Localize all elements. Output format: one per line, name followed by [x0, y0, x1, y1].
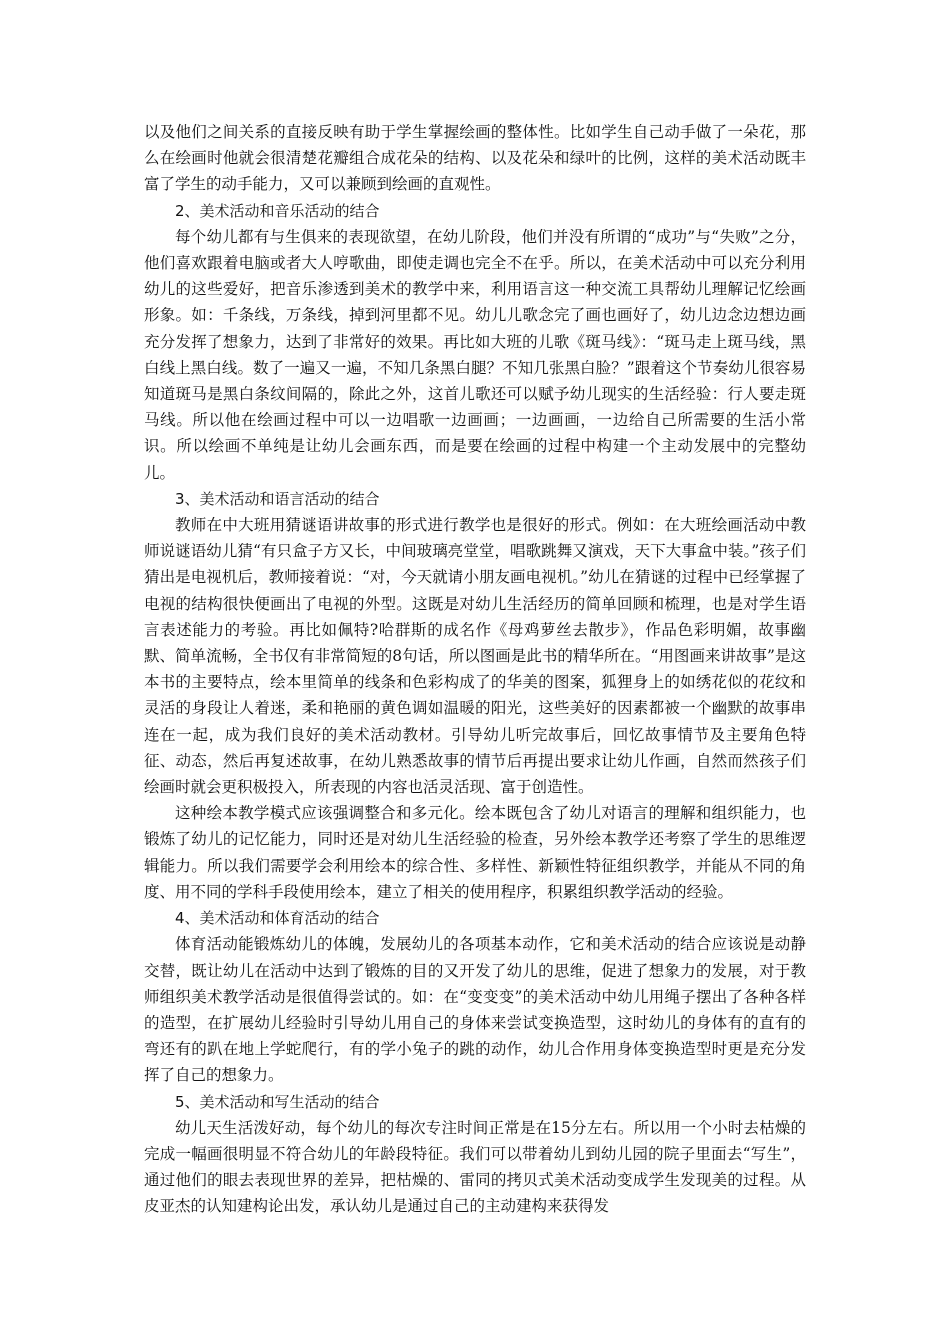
section-heading-language: 3、美术活动和语言活动的结合 [175, 489, 380, 508]
section-heading-music: 2、美术活动和音乐活动的结合 [175, 201, 380, 220]
paragraph-sketching: 幼儿天生活泼好动，每个幼儿的每次专注时间正常是在15分左右。所以用一个小时去枯燥的完成一幅画很明显不符合幼儿的年龄段特征。我们可以带着幼儿到幼儿园的院子里面去“写生”，通过他们的眼去表现世界的差异，把枯燥的、雷同的拷贝式美术活动变成学生发现美的过程。从皮亚杰的认知建构论出发，承认幼儿是通过自己的主动建构来获得发 [144, 1118, 806, 1216]
paragraph-music: 每个幼儿都有与生俱来的表现欲望，在幼儿阶段，他们并没有所谓的“成功”与“失败”之分，他们喜欢跟着电脑或者大人哼歌曲，即使走调也完全不在乎。所以，在美术活动中可以充分利用幼儿的这些爱好，把音乐渗透到美术的教学中来，利用语言这一种交流工具帮幼儿理解记忆绘画形象。如：千条线，万条线，掉到河里都不见。幼儿儿歌念完了画也画好了，幼儿边念边想边画充分发挥了想象力，达到了非常好的效果。再比如大班的儿歌《斑马线》：“斑马走上斑马线，黑白线上黑白线。数了一遍又一遍，不知几条黑白腿？不知几张黑白脸？”跟着这个节奏幼儿很容易知道斑马是黑白条纹间隔的，除此之外，这首儿歌还可以赋予幼儿现实的生活经验：行人要走斑马线。所以他在绘画过程中可以一边唱歌一边画画；一边画画，一边给自己所需要的生活小常识。所以绘画不单纯是让幼儿会画东西，而是要在绘画的过程中构建一个主动发展中的完整幼儿。 [144, 227, 806, 482]
paragraph-language: 教师在中大班用猜谜语讲故事的形式进行教学也是很好的形式。例如：在大班绘画活动中教师说谜语幼儿猜“有只盒子方又长，中间玻璃亮堂堂，唱歌跳舞又演戏，天下大事盒中装。”孩子们猜出是电视机后，教师接着说：“对，今天就请小朋友画电视机。”幼儿在猜谜的过程中已经掌握了电视的结构很快便画出了电视的外型。这既是对幼儿生活经历的简单回顾和梳理，也是对学生语言表述能力的考验。再比如佩特?哈群斯的成名作《母鸡萝丝去散步》，作品色彩明媚，故事幽默、简单流畅，全书仅有非常简短的8句话，所以图画是此书的精华所在。“用图画来讲故事”是这本书的主要特点，绘本里简单的线条和色彩构成了的华美的图案，狐狸身上的如绣花似的花纹和灵活的身段让人着迷，柔和艳丽的黄色调如温暖的阳光，这些美好的因素都被一个幽默的故事串连在一起，成为我们良好的美术活动教材。引导幼儿听完故事后，回忆故事情节及主要角色特征、动态，然后再复述故事，在幼儿熟悉故事的情节后再提出要求让幼儿作画，自然而然孩子们绘画时就会更积极投入，所表现的内容也活灵活现、富于创造性。 [144, 516, 806, 797]
section-heading-sports: 4、美术活动和体育活动的结合 [175, 909, 380, 928]
paragraph-continued: 以及他们之间关系的直接反映有助于学生掌握绘画的整体性。比如学生自己动手做了一朵花，那么在绘画时他就会很清楚花瓣组合成花朵的结构、以及花朵和绿叶的比例，这样的美术活动既丰富了学生的动手能力，又可以兼顾到绘画的直观性。 [144, 123, 806, 194]
section-heading-sketching: 5、美术活动和写生活动的结合 [175, 1092, 380, 1111]
document-page [144, 119, 806, 1220]
paragraph-picture-book: 这种绘本教学模式应该强调整合和多元化。绘本既包含了幼儿对语言的理解和组织能力，也锻炼了幼儿的记忆能力，同时还是对幼儿生活经验的检查，另外绘本教学还考察了学生的思维逻辑能力。所以我们需要学会利用绘本的综合性、多样性、新颖性特征组织教学，并能从不同的角度、用不同的学科手段使用绘本，建立了相关的使用程序，积累组织教学活动的经验。 [144, 804, 806, 901]
paragraph-sports: 体育活动能锻炼幼儿的体魄，发展幼儿的各项基本动作，它和美术活动的结合应该说是动静交替，既让幼儿在活动中达到了锻炼的目的又开发了幼儿的思维，促进了想象力的发展，对于教师组织美术教学活动是很值得尝试的。如：在“变变变”的美术活动中幼儿用绳子摆出了各种各样的造型，在扩展幼儿经验时引导幼儿用自己的身体来尝试变换造型，这时幼儿的身体有的直有的弯还有的趴在地上学蛇爬行，有的学小兔子的跳的动作，幼儿合作用身体变换造型时更是充分发挥了自己的想象力。 [144, 935, 806, 1085]
